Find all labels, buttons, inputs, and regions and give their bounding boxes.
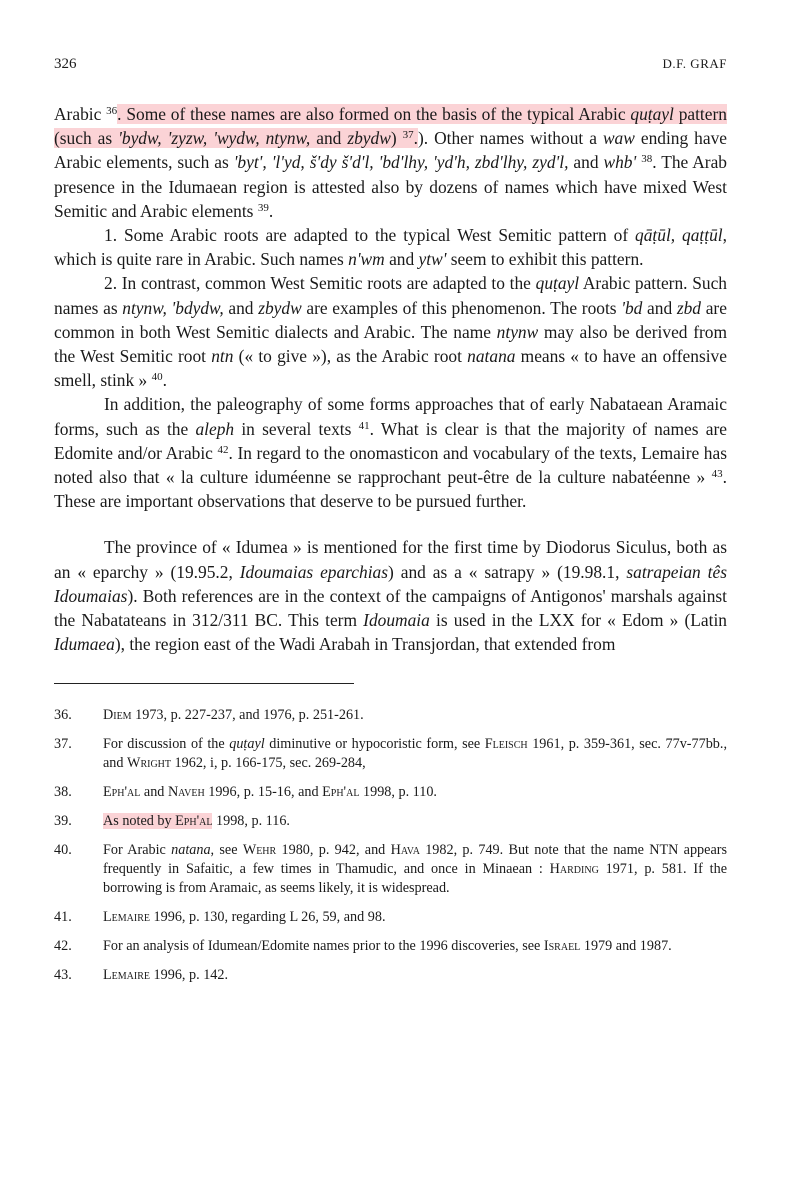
body-text xyxy=(54,102,727,656)
footnote-43: 43. Lemaire 1996, p. 142. xyxy=(54,967,229,984)
highlighted-footnote-text[interactable]: As noted by Eph'al xyxy=(103,813,213,830)
running-head-author: D.F. GRAF xyxy=(662,56,727,71)
footnote-37: 37. For discussion of the quṭayl diminutive or hypocoristic form, see Fleisch 1961, p. 359-361, sec. 77v-77bb., and Wright 1962, i, p. 166-175, sec. 269-284, xyxy=(54,736,727,772)
footnote-41: 41. Lemaire 1996, p. 130, regarding L 26, 59, and 98. xyxy=(54,909,386,926)
page xyxy=(54,56,727,995)
paragraph-3: 2. In contrast, common West Semitic roots are adapted to the quṭayl Arabic pattern. Such names as ntynw, 'bdydw, and zbydw are examples of this phenomenon. The roots 'bd and zbd are common in both West Semitic dialects and Arabic. The name ntynw may also be derived from the West Semitic root ntn (« to give »), as the Arabic root natana means « to have an offensive smell, stink » $^{40}$. xyxy=(54,273,728,391)
paragraph-2: 1. Some Arabic roots are adapted to the typical West Semitic pattern of qāṭūl, qaṭṭūl, which is quite rare in Arabic. Such names n'wm and ytw' seem to exhibit this pattern. xyxy=(54,225,727,270)
page-number: 326 xyxy=(54,56,77,72)
highlighted-passage[interactable]: . Some of these names are also formed on the basis of the typical Arabic quṭayl pattern (such as 'bydw, 'zyzw, 'wydw, ntynw, and zbydw) $^{37}$. xyxy=(54,104,727,149)
paragraph-5: The province of « Idumea » is mentioned for the first time by Diodorus Siculus, both as an « eparchy » (19.95.2, Idoumaias eparchias) and as a « satrapy » (19.98.1, satrapeian tês Idoumaias). Both references are in the context of the campaigns of Antigonos' marshals against the Nabatateans in 312/311 BC. This term Idoumaia is used in the LXX for « Edom » (Latin Idumaea), the region east of the Wadi Arabah in Transjordan, that extended from xyxy=(54,537,727,655)
footnote-36: 36. Diem 1973, p. 227-237, and 1976, p. 251-261. xyxy=(54,707,364,724)
paragraph-1: Arabic $^{36}$. Some of these names are also formed on the basis of the typical Arabic quṭayl pattern (such as 'bydw, 'zyzw, 'wydw, ntynw, and zbydw) $^{37}$.). Other names without a waw ending have Arabic elements, such as 'byt', 'l'yd, š'dy š'd'l, 'bd'lhy, 'yd'h, zbd'lhy, zyd'l, and whb' $^{38}$. The Arab presence in the Idumaean region is attested also by dozens of names which have mixed West Semitic and Arabic elements $^{39}$. xyxy=(54,104,727,221)
footnote-39: 39. As noted by Eph'al 1998, p. 116. xyxy=(54,813,290,830)
footnote-38: 38. Eph'al and Naveh 1996, p. 15-16, and Eph'al 1998, p. 110. xyxy=(54,784,437,801)
footnote-40: 40. For Arabic natana, see Wehr 1980, p. 942, and Hava 1982, p. 749. But note that the name NTN appears frequently in Safaitic, a few times in Thamudic, and once in Minaean : Harding 1971, p. 581. If the borrowing is from Aramaic, as seems likely, it is widespread. xyxy=(54,842,727,897)
running-head xyxy=(54,56,727,73)
footnote-separator xyxy=(54,683,354,684)
footnotes xyxy=(54,706,727,985)
paragraph-4: In addition, the paleography of some forms approaches that of early Nabataean Aramaic forms, such as the aleph in several texts $^{41}$. What is clear is that the majority of names are Edomite and/or Arabic $^{42}$. In regard to the onomasticon and vocabulary of the texts, Lemaire has noted also that « la culture iduméenne se rapprochant peut-être de la culture nabatéenne » $^{43}$. These are important observations that deserve to be pursued further. xyxy=(54,394,727,512)
footnote-42: 42. For an analysis of Idumean/Edomite names prior to the 1996 discoveries, see Israel 1979 and 1987. xyxy=(54,938,672,955)
